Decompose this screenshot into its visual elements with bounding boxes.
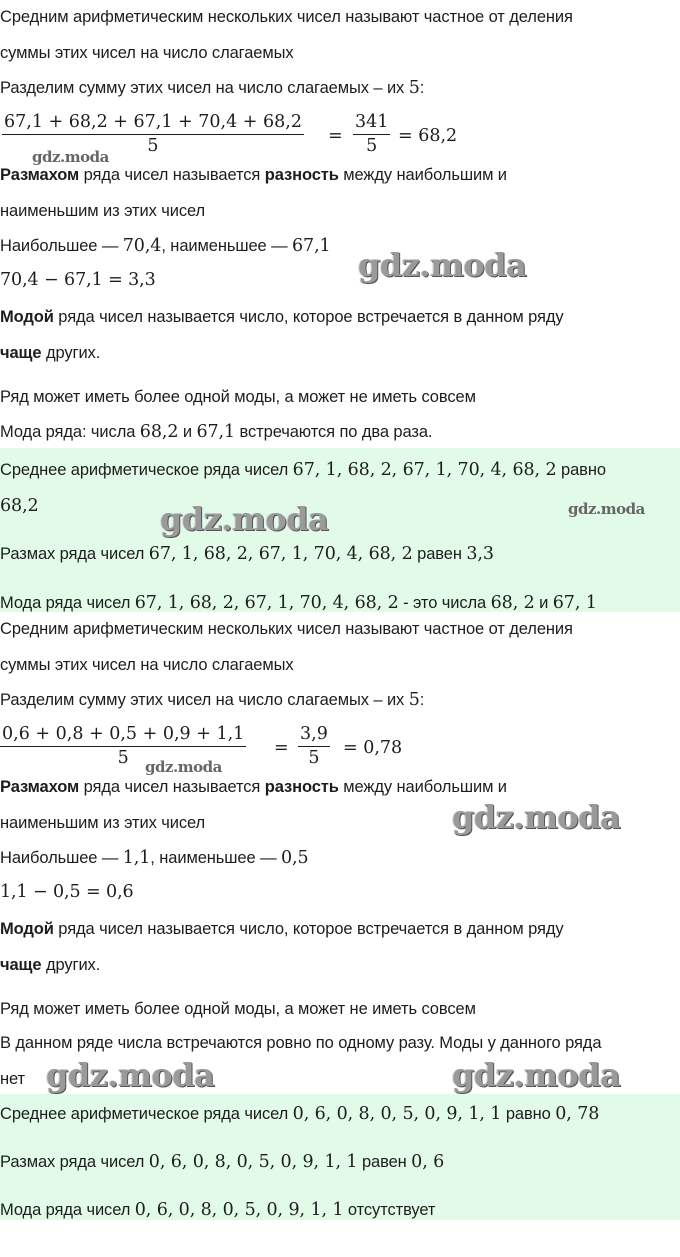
solution-part-1 [0, 0, 680, 612]
mean-result: = 0,78 [343, 738, 403, 758]
watermark: gdz.moda [46, 1056, 215, 1094]
max-min-line: Наибольшее — 70,4, наименьшее — 67,1 [0, 236, 331, 256]
answer-mean-line: Среднее арифметическое ряда чисел 0, 6, 0, 8, 0, 5, 0, 9, 1, 1 равно 0, 78 [0, 1104, 600, 1124]
mode-statement: Мода ряда: числа 68,2 и 67,1 встречаются по два раза. [0, 422, 433, 442]
solution-part-2 [0, 612, 680, 1257]
mode-definition-line-2: чаще других. [0, 956, 101, 974]
mean-fraction: 0,6 + 0,8 + 0,5 + 0,9 + 1,1 5 [2, 724, 245, 768]
mean-definition-line-2: суммы этих чисел на число слагаемых [0, 44, 294, 62]
mean-result: = 68,2 [398, 126, 458, 146]
answer-mean-value: 68,2 [0, 496, 39, 516]
mode-definition-line-1: Модой ряда чисел называется число, которое встречается в данном ряду [0, 308, 564, 326]
watermark: gdz.moda [452, 1056, 621, 1094]
mean-fraction-simplified: 3,9 5 [300, 724, 328, 768]
range-definition-line-2: наименьшим из этих чисел [0, 814, 206, 832]
watermark: gdz.moda [160, 500, 329, 538]
watermark: gdz.moda [452, 798, 621, 836]
watermark: gdz.moda [568, 500, 645, 518]
divide-instruction: Разделим сумму этих чисел на число слагаемых – их 5: [0, 78, 425, 98]
range-definition-line-1: Размахом ряда чисел называется разность между наибольшим и [0, 166, 507, 184]
mean-fraction-simplified: 341 5 [355, 112, 389, 156]
range-definition-line-1: Размахом ряда чисел называется разность между наибольшим и [0, 778, 507, 796]
mean-definition-line-1: Средним арифметическим нескольких чисел называют частное от деления [0, 620, 573, 638]
equals-sign: = [274, 738, 289, 758]
range-calculation: 1,1 − 0,5 = 0,6 [0, 882, 134, 902]
answer-mode-line: Мода ряда чисел 0, 6, 0, 8, 0, 5, 0, 9, 1, 1 отсутствует [0, 1200, 436, 1220]
mode-none-line-1: В данном ряде числа встречаются ровно по одному разу. Моды у данного ряда [0, 1034, 602, 1052]
mean-definition-line-2: суммы этих чисел на число слагаемых [0, 656, 294, 674]
mean-definition-line-1: Средним арифметическим нескольких чисел называют частное от деления [0, 8, 573, 26]
answer-range-line: Размах ряда чисел 0, 6, 0, 8, 0, 5, 0, 9, 1, 1 равен 0, 6 [0, 1152, 445, 1172]
range-definition-line-2: наименьшим из этих чисел [0, 202, 206, 220]
answer-mean-line: Среднее арифметическое ряда чисел 67, 1, 68, 2, 67, 1, 70, 4, 68, 2 равно [0, 460, 606, 480]
answer-mode-line: Мода ряда чисел 67, 1, 68, 2, 67, 1, 70, 4, 68, 2 - это числа 68, 2 и 67, 1 [0, 593, 597, 612]
answer-range-line: Размах ряда чисел 67, 1, 68, 2, 67, 1, 70, 4, 68, 2 равен 3,3 [0, 544, 494, 564]
range-calculation: 70,4 − 67,1 = 3,3 [0, 270, 156, 290]
equals-sign: = [328, 126, 343, 146]
mode-note: Ряд может иметь более одной моды, а может не иметь совсем [0, 388, 476, 406]
max-min-line: Наибольшее — 1,1, наименьшее — 0,5 [0, 848, 309, 868]
mode-definition-line-1: Модой ряда чисел называется число, которое встречается в данном ряду [0, 920, 564, 938]
answer-box [0, 448, 680, 612]
mode-note: Ряд может иметь более одной моды, а может не иметь совсем [0, 1000, 476, 1018]
mode-none-line-2: нет [0, 1070, 25, 1088]
mean-fraction: 67,1 + 68,2 + 67,1 + 70,4 + 68,2 5 [4, 112, 302, 156]
watermark: gdz.moda [145, 758, 222, 776]
watermark: gdz.moda [32, 148, 109, 166]
divide-instruction: Разделим сумму этих чисел на число слагаемых – их 5: [0, 690, 425, 710]
answer-box [0, 1094, 680, 1220]
watermark: gdz.moda [358, 246, 527, 284]
mode-definition-line-2: чаще других. [0, 344, 101, 362]
